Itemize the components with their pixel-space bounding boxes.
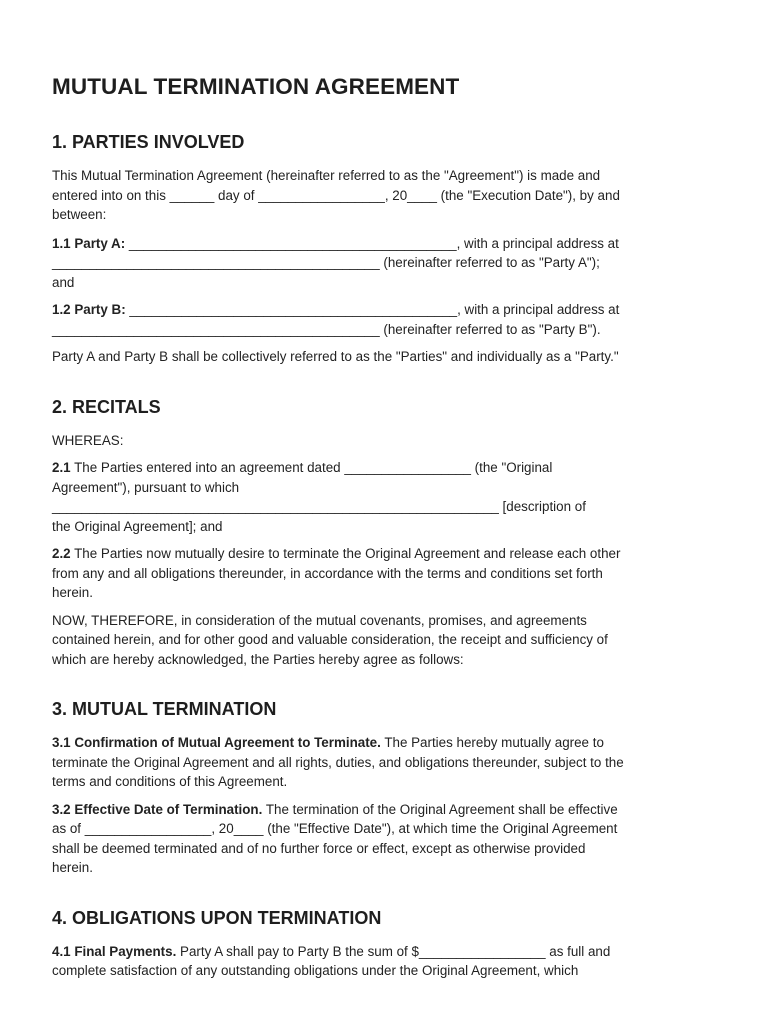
clause-3-1-label: 3.1 Confirmation of Mutual Agreement to Terminate. (52, 735, 381, 750)
collective-paragraph (52, 347, 718, 367)
text-span: Party A shall pay to Party B the sum of $_________________ as full and (176, 943, 611, 959)
text-line (52, 300, 718, 320)
text-span: The Parties entered into an agreement dated _________________ (the "Original (70, 460, 553, 475)
party-a-address-line: ____________________________________________ (hereinafter referred to as "Party A"); (52, 255, 600, 270)
party-a-paragraph (52, 234, 718, 293)
text-span: The Parties hereby mutually agree to (380, 735, 604, 750)
text-line (52, 544, 718, 564)
whereas-paragraph (52, 431, 718, 451)
text-line (52, 458, 718, 478)
recital-2-2-label: 2.2 (52, 546, 71, 561)
clause-4-1-label: 4.1 Final Payments. (52, 943, 177, 959)
section-heading-mutual-termination: 3. MUTUAL TERMINATION (52, 699, 277, 719)
text-line: entered into on this ______ day of _________________, 20____ (the "Execution Date"), by and (52, 187, 620, 203)
party-a-line1: ____________________________________________, with a principal address at (125, 235, 619, 251)
text-line: NOW, THEREFORE, in consideration of the mutual covenants, promises, and agreements (52, 612, 587, 628)
party-b-label: 1.2 Party B: (52, 302, 126, 317)
text-line: as of _________________, 20____ (the "Effective Date"), at which time the Original Agreement (52, 821, 618, 836)
text-line: complete satisfaction of any outstanding obligations under the Original Agreement, which (52, 963, 579, 978)
text-line: which are hereby acknowledged, the Parties hereby agree as follows: (52, 651, 464, 667)
text-line (52, 733, 718, 753)
text-line: from any and all obligations thereunder, in accordance with the terms and conditions set forth (52, 565, 603, 581)
text-span: The termination of the Original Agreement shall be effective (262, 801, 618, 817)
text-line: and (52, 274, 75, 290)
party-a-label: 1.1 Party A: (52, 235, 126, 251)
text-line: Party A and Party B shall be collectively referred to as the "Parties" and individually as a "Party." (52, 349, 619, 364)
text-line: Agreement"), pursuant to which (52, 479, 240, 495)
party-b-paragraph (52, 300, 718, 339)
text-line (52, 234, 718, 254)
section-heading-obligations: 4. OBLIGATIONS UPON TERMINATION (52, 907, 382, 928)
text-line: ____________________________________________________________ [description of (52, 499, 586, 514)
party-b-address-line: ____________________________________________ (hereinafter referred to as "Party B"). (52, 321, 601, 337)
recital-2-1 (52, 458, 718, 536)
now-therefore-paragraph (52, 611, 718, 670)
text-span: The Parties now mutually desire to terminate the Original Agreement and release each other (70, 546, 621, 561)
text-line: This Mutual Termination Agreement (hereinafter referred to as the "Agreement") is made and (52, 168, 601, 183)
text-line: between: (52, 207, 107, 222)
clause-3-1 (52, 733, 718, 792)
text-line (52, 800, 718, 820)
text-line (52, 942, 718, 962)
clause-3-2-label: 3.2 Effective Date of Termination. (52, 801, 263, 817)
text-line: herein. (52, 585, 93, 600)
text-line: WHEREAS: (52, 432, 124, 448)
document-title: MUTUAL TERMINATION AGREEMENT (52, 74, 460, 99)
section-heading-recitals: 2. RECITALS (52, 396, 161, 417)
text-line: herein. (52, 860, 93, 875)
recital-2-2 (52, 544, 718, 603)
text-line: terminate the Original Agreement and all rights, duties, and obligations thereunder, subject to the (52, 754, 624, 770)
text-line: the Original Agreement]; and (52, 518, 223, 534)
clause-4-1 (52, 942, 718, 981)
text-line: contained herein, and for other good and valuable consideration, the receipt and sufficiency of (52, 632, 608, 647)
section-heading-parties: 1. PARTIES INVOLVED (52, 132, 245, 152)
text-line: terms and conditions of this Agreement. (52, 774, 288, 789)
text-line: shall be deemed terminated and of no further force or effect, except as otherwise provided (52, 840, 586, 856)
intro-paragraph (52, 166, 718, 225)
recital-2-1-label: 2.1 (52, 460, 71, 475)
party-b-line1: ____________________________________________, with a principal address at (125, 302, 620, 317)
clause-3-2 (52, 800, 718, 878)
